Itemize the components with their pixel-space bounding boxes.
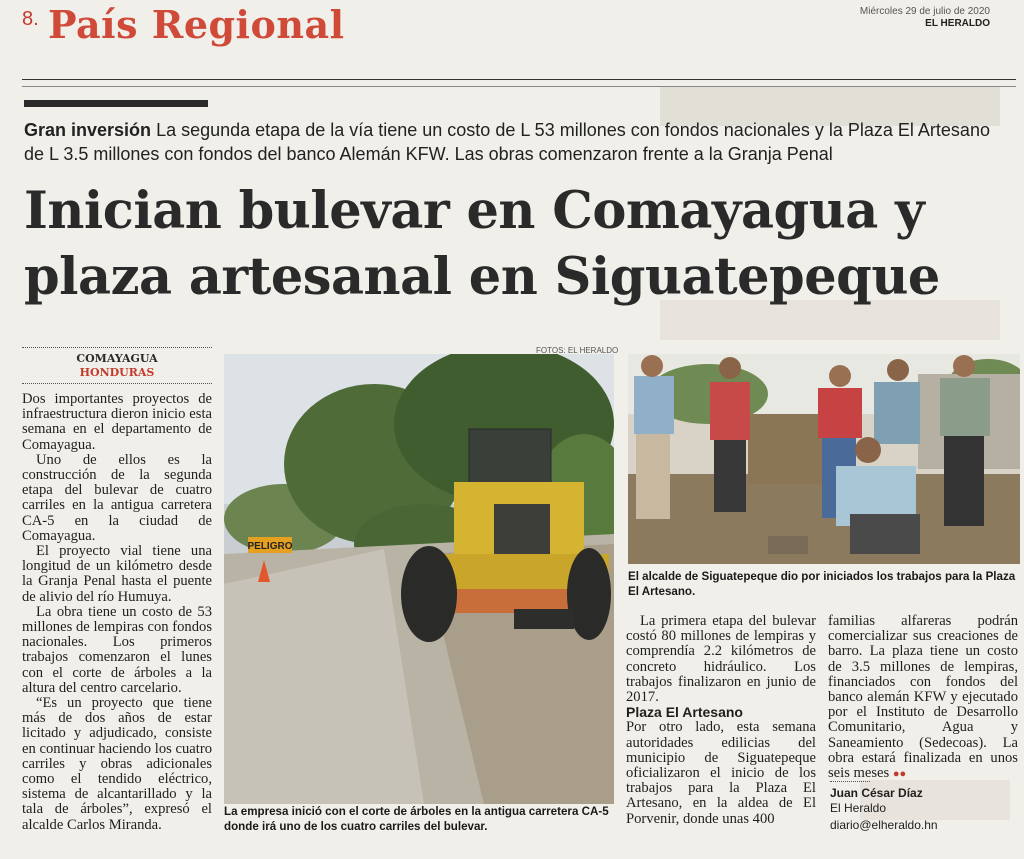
warning-sign-text: PELIGRO [247, 541, 293, 552]
headline-line-2: plaza artesanal en Siguatepeque [24, 247, 940, 307]
paragraph: Por otro lado, esta semana autoridades edilicias del municipio de Siguatepeque oficializaron el inicio de los trabajos para la Plaza El Artesano, en la aldea de El Porvenir, donde unas 400 [626, 719, 816, 827]
paragraph: Dos importantes proyectos de infraestructura dieron inicio esta semana en el departamento de Comayagua. [22, 391, 212, 453]
end-mark: ●● [892, 768, 907, 781]
article-column-1 [22, 392, 212, 833]
section-title: País Regional [48, 2, 345, 47]
byline [830, 786, 1020, 834]
dateline-divider [22, 383, 212, 384]
deck-lead: Gran inversión [24, 120, 152, 140]
subhead-plaza: Plaza El Artesano [626, 704, 743, 721]
photo-officials-image [628, 354, 1020, 564]
paragraph [828, 614, 1018, 782]
paragraph: Uno de ellos es la construcción de la segunda etapa del bulevar de cuatro carriles en la antigua carretera CA-5 en la ciudad de Comayagua. [22, 451, 212, 544]
photo-caption-left: La empresa inició con el corte de árboles en la antigua carretera CA-5 donde irá uno de los cuatro carriles del bulevar. [224, 805, 609, 833]
publication-name: EL HERALDO [925, 18, 990, 29]
paragraph: El proyecto vial tiene una longitud de un kilómetro desde la Granja Penal hasta el puente de alivio del río Humuya. [22, 543, 212, 605]
author-email: diario@elheraldo.hn [830, 818, 938, 832]
photo-bulldozer-image [224, 354, 614, 804]
photo-caption-right: El alcalde de Siguatepeque dio por iniciados los trabajos para la Plaza El Artesano. [628, 570, 1016, 598]
deck-text: La segunda etapa de la vía tiene un costo de L 53 millones con fondos nacionales y la Plaza El Artesano de L 3.5 millones con fondos del banco Alemán KFW. Las obras comenzaron frente a la Granja Penal [24, 120, 990, 164]
paragraph: La primera etapa del bulevar costó 80 millones de lempiras y comprendía 2.2 kilómetros de concreto hidráulico. Los trabajos finalizaron en junio de 2017. [626, 613, 816, 706]
deck-summary [24, 118, 1004, 166]
article-column-2 [626, 614, 816, 827]
page-number: 8. [22, 8, 39, 30]
signature-divider [830, 781, 870, 782]
dateline-country: HONDURAS [79, 366, 155, 379]
page-header [0, 0, 1024, 66]
dateline-city: COMAYAGUA [76, 352, 158, 365]
header-rule-thin [22, 86, 1016, 87]
headline [24, 178, 1004, 310]
issue-date: Miércoles 29 de julio de 2020 [859, 6, 990, 17]
paragraph: “Es un proyecto que tiene más de dos años de estar licitado y adjudicado, consiste en continuar haciendo los cuatro carriles y obras adicionales como el tendido eléctrico, sistema de alcantarillado y la tala de árboles”, expresó el alcalde Carlos Miranda. [22, 695, 212, 833]
paragraph-text: familias alfareras podrán comercializar sus creaciones de barro. La plaza tiene un costo de 3.5 millones de lempiras, financiados con fondos del banco alemán KFW y ejecutado por el Instituto de Desarrollo Comunitario, Agua y Saneamiento (Sedecoas). La obra estará finalizada en unos seis meses [828, 613, 1018, 782]
dateline-divider [22, 347, 212, 348]
photo-officials [628, 354, 1020, 564]
headline-line-1: Inician bulevar en Comayagua y [24, 181, 925, 241]
header-rule [22, 79, 1016, 80]
article-column-3 [828, 614, 1018, 782]
outlet-name: El Heraldo [830, 801, 887, 815]
photo-credit: FOTOS: EL HERALDO [536, 346, 619, 355]
kicker-bar [24, 100, 208, 107]
photo-bulldozer [224, 354, 614, 804]
paragraph: La obra tiene un costo de 53 millones de lempiras con fondos nacionales. Los primeros trabajos comenzaron el lunes con el corte de árboles a la altura del centro carcelario. [22, 603, 212, 696]
author-name: Juan César Díaz [830, 786, 923, 800]
